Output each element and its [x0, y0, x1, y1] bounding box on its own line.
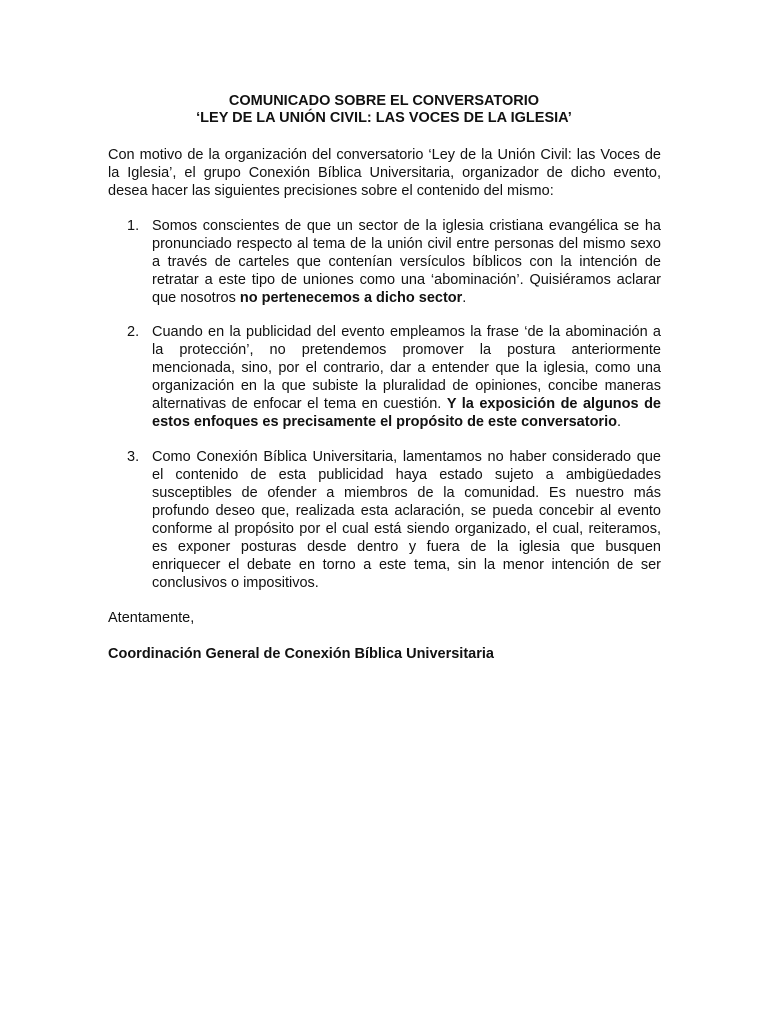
list-item-end: .: [616, 414, 621, 430]
list-item-body: Somos conscientes de que un sector de la iglesia cristiana evangélica se ha pronunciado respecto al tema de la unión civil entre personas del mismo sexo a través de carteles que contenían versículos bíblicos con la intención de retratar a este tipo de uniones como una ‘abominación’. Quisiéramos aclarar que nosotros: [152, 218, 661, 306]
list-item-2: [127, 323, 661, 431]
list-item-text: [152, 323, 661, 431]
list-item-number: 2.: [127, 324, 140, 340]
document-subtitle: ‘LEY DE LA UNIÓN CIVIL: LAS VOCES DE LA IGLESIA’: [196, 110, 572, 126]
intro-paragraph: Con motivo de la organización del conversatorio ‘Ley de la Unión Civil: las Voces de la Iglesia’, el grupo Conexión Bíblica Universitaria, organizador de dicho evento, desea hacer las siguientes precisiones sobre el contenido del mismo:: [108, 147, 661, 199]
document-title: COMUNICADO SOBRE EL CONVERSATORIO: [228, 93, 540, 109]
list-item-1: [127, 217, 661, 307]
list-item-body: Cuando en la publicidad del evento empleamos la frase ‘de la abominación a la protección’, no pretendemos promover la postura anteriormente mencionada, sino, por el contrario, dar a entender que la iglesia, como una organización en la que subiste la pluralidad de opiniones, concibe maneras alternativas de enfocar el tema en cuestión.: [152, 324, 661, 412]
list-item-3: [127, 448, 661, 592]
list-item-emphasis: no pertenecemos a dicho sector: [239, 290, 463, 306]
list-item-end: .: [462, 290, 467, 306]
list-item-text: [152, 448, 661, 592]
list-item-number: 3.: [127, 449, 140, 465]
list-item-body: Como Conexión Bíblica Universitaria, lamentamos no haber considerado que el contenido de esta publicidad haya estado sujeto a ambigüedades susceptibles de ofender a miembros de la comunidad. Es nuestro más profundo deseo que, realizada esta aclaración, se pueda concebir al evento conforme al propósito por el cual está siendo organizado, el cual, reiteramos, es exponer posturas desde dentro y fuera de la iglesia que busquen enriquecer el debate en torno a este tema, sin la menor intención de ser conclusivos o impositivos.: [152, 449, 661, 591]
closing-text: Atentamente,: [108, 610, 195, 626]
list-item-text: [152, 217, 661, 307]
list-item-number: 1.: [127, 218, 140, 234]
list-item-emphasis: Y la exposición de algunos de estos enfoques es precisamente el propósito de este conversatorio: [152, 396, 661, 430]
signature: Coordinación General de Conexión Bíblica Universitaria: [108, 646, 494, 662]
